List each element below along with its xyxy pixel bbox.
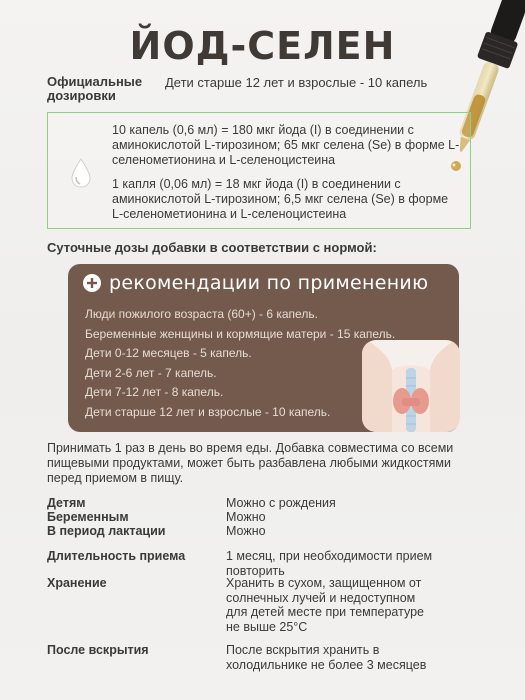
storage-label: Хранение	[47, 576, 107, 590]
list-item: Дети 2-6 лет - 7 капель.	[85, 365, 217, 380]
lactation-label: В период лактации	[47, 524, 166, 538]
daily-doses-heading: Суточные дозы добавки в соответствии с нормой:	[47, 240, 377, 255]
thyroid-icon	[362, 340, 460, 432]
dose-one-drop: 1 капля (0,06 мл) = 18 мкг йода (I) в соединении с аминокислотой L-тирозином; 6,5 мкг селена (Se) в форме L-селенометионина и L-селеноцистеина	[112, 177, 449, 221]
dosage-label: Официальные дозировки	[47, 74, 143, 103]
page-title: ЙОД-СЕЛЕН	[129, 24, 396, 68]
recommendations-title: рекомендации по применению	[109, 272, 429, 294]
list-item: Дети 7-12 лет - 8 капель.	[85, 385, 224, 399]
opened-value: После вскрытия хранить в холодильнике не более 3 месяцев	[226, 643, 427, 672]
plus-circle-icon	[83, 274, 101, 292]
dose-ten-drops: 10 капель (0,6 мл) = 180 мкг йода (I) в соединении с аминокислотой L-тирозином; 65 мкг селена (Se) в форме L-селенометионина и L-селеноцистеина	[112, 123, 460, 167]
recommendations-list	[85, 305, 395, 422]
list-item: Беременные женщины и кормящие матери - 15 капель.	[85, 326, 396, 341]
children-label: Детям	[47, 496, 86, 510]
pregnant-label: Беременным	[47, 510, 129, 524]
intake-instructions: Принимать 1 раз в день во время еды. Добавка совместима со всеми пищевыми продуктами, может быть разбавлена любыми жидкостями перед приемом в пищу.	[47, 441, 454, 485]
opened-label: После вскрытия	[47, 643, 149, 657]
recommendations-header	[83, 272, 428, 294]
children-value: Можно с рождения	[226, 496, 336, 510]
list-item: Люди пожилого возраста (60+) - 6 капель.	[85, 307, 318, 321]
duration-label: Длительность приема	[47, 549, 186, 563]
drop-icon	[70, 158, 92, 188]
dose-info-box	[47, 112, 471, 229]
duration-value: 1 месяц, при необходимости прием повторить	[226, 549, 433, 578]
dosage-value: Дети старше 12 лет и взрослые - 10 капель	[165, 75, 428, 90]
list-item: Дети 0-12 месяцев - 5 капель.	[85, 346, 252, 360]
storage-value: Хранить в сухом, защищенном от солнечных лучей и недоступном для детей месте при температуре не выше 25°С	[226, 576, 424, 634]
lactation-value: Можно	[226, 524, 266, 538]
list-item: Дети старше 12 лет и взрослые - 10 капель.	[85, 404, 331, 419]
pregnant-value: Можно	[226, 510, 266, 524]
thyroid-illustration	[362, 340, 460, 432]
